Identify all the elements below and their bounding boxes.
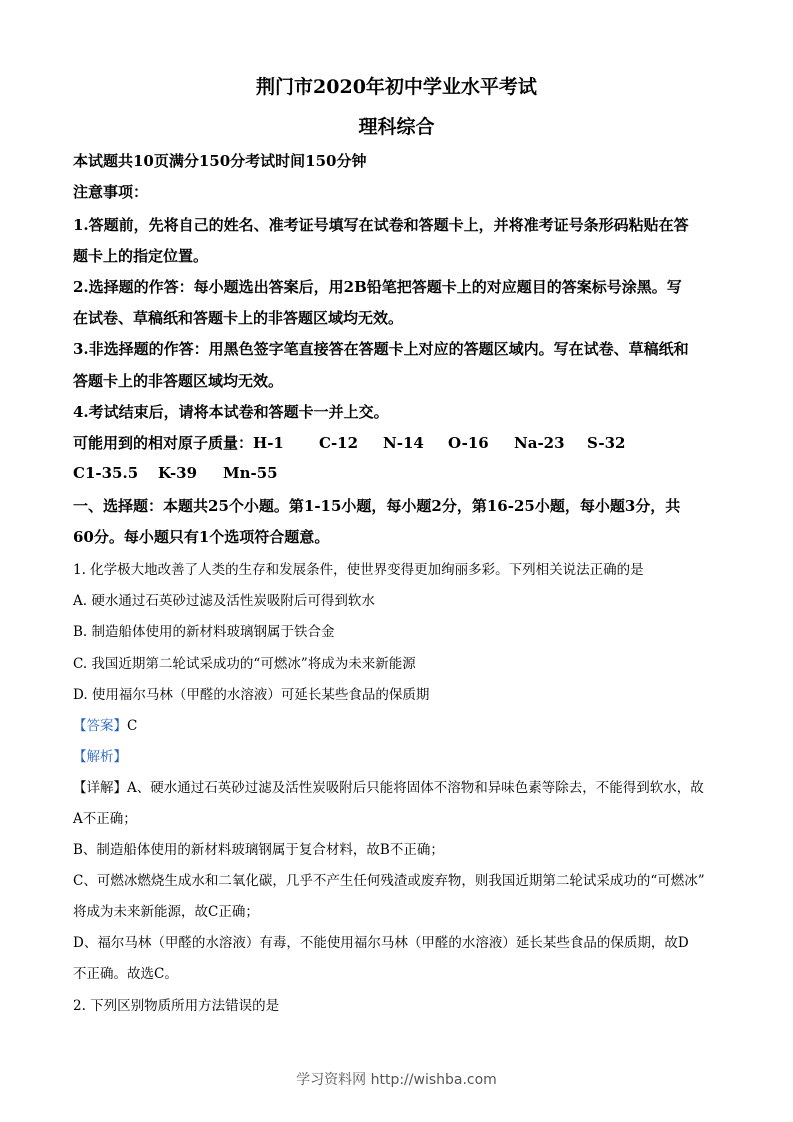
detail-line: B、制造船体使用的新材料玻璃钢属于复合材料，故B不正确；	[73, 842, 444, 858]
atomic-mass-item: Na-23	[514, 434, 565, 452]
question-option: C. 我国近期第二轮试采成功的“可燃冰”将成为未来新能源	[73, 656, 416, 672]
detail-line: A不正确；	[73, 811, 137, 827]
notice-line: 2.选择题的作答：每小题选出答案后，用2B铅笔把答题卡上的对应题目的答案标号涂黑。写	[73, 278, 682, 296]
notice-line: 1.答题前，先将自己的姓名、准考证号填写在试卷和答题卡上，并将准考证号条形码粘贴在答	[73, 216, 689, 234]
exam-subtitle: 理科综合	[358, 116, 435, 138]
analysis-label: 【解析】	[73, 749, 127, 765]
section-heading: 一、选择题：本题共25个小题。第1-15小题，每小题2分，第16-25小题，每小题3分，共	[73, 497, 681, 515]
question-option: D. 使用福尔马林（甲醛的水溶液）可延长某些食品的保质期	[73, 687, 430, 703]
section-heading: 60分。每小题只有1个选项符合题意。	[73, 528, 330, 546]
question-stem: 1. 化学极大地改善了人类的生存和发展条件，使世界变得更加绚丽多彩。下列相关说法正确的是	[73, 562, 644, 578]
atomic-mass-label: 可能用到的相对原子质量：	[73, 434, 254, 452]
answer-line	[73, 714, 137, 734]
atomic-mass-item: O-16	[448, 434, 489, 452]
notice-line: 3.非选择题的作答：用黑色签字笔直接答在答题卡上对应的答题区域内。写在试卷、草稿纸和	[73, 340, 689, 358]
atomic-mass-item: S-32	[587, 434, 626, 452]
detail-line: D、福尔马林（甲醛的水溶液）有毒，不能使用福尔马林（甲醛的水溶液）延长某些食品的保质期，故D	[73, 935, 689, 951]
atomic-mass-item: C-12	[319, 434, 359, 452]
question-option: B. 制造船体使用的新材料玻璃钢属于铁合金	[73, 624, 335, 640]
notice-line: 题卡上的指定位置。	[73, 247, 209, 265]
question-option: A. 硬水通过石英砂过滤及活性炭吸附后可得到软水	[73, 593, 375, 609]
detail-line	[73, 776, 704, 796]
atomic-mass-row-1	[73, 432, 626, 453]
atomic-mass-item: C1-35.5	[73, 464, 139, 482]
exam-info: 本试题共10页满分150分考试时间150分钟	[73, 152, 367, 170]
detail-line: C、可燃冰燃烧生成水和二氧化碳，几乎不产生任何残渣或废弃物，则我国近期第二轮试采成功的“可燃冰”	[73, 873, 705, 889]
answer-label: 【答案】	[73, 718, 127, 734]
detail-line: 将成为未来新能源，故C正确；	[73, 904, 259, 920]
atomic-mass-item: H-1	[253, 434, 284, 452]
answer-value: C	[127, 718, 138, 734]
exam-title: 荆门市2020年初中学业水平考试	[256, 76, 537, 98]
question-stem: 2. 下列区别物质所用方法错误的是	[73, 998, 280, 1014]
notice-line: 4.考试结束后，请将本试卷和答题卡一并上交。	[73, 403, 389, 421]
atomic-mass-row-2	[73, 464, 278, 482]
atomic-mass-item: N-14	[383, 434, 424, 452]
detail-label: 【详解】	[73, 780, 127, 796]
detail-text: A、硬水通过石英砂过滤及活性炭吸附后只能将固体不溶物和异味色素等除去，不能得到软水，故	[127, 780, 704, 796]
detail-line: 不正确。故选C。	[73, 966, 178, 982]
atomic-mass-item: Mn-55	[223, 464, 278, 482]
atomic-mass-item: K-39	[158, 464, 198, 482]
footer-watermark: 学习资料网 http://wishba.com	[296, 1072, 497, 1088]
notice-line: 答题卡上的非答题区域均无效。	[73, 372, 284, 390]
notice-line: 在试卷、草稿纸和答题卡上的非答题区域均无效。	[73, 309, 404, 327]
notice-heading: 注意事项：	[73, 183, 149, 201]
